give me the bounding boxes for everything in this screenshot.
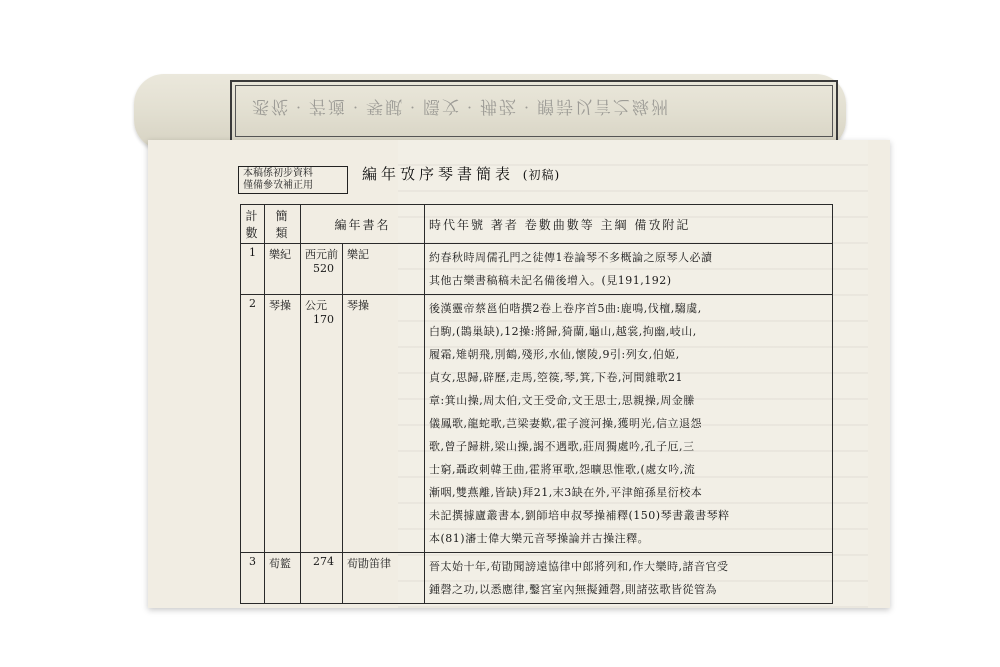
note-line: 本(81)瀋士偉大樂元音琴操論并古操注釋。 [429, 532, 650, 545]
row-year-num: 520 [313, 262, 334, 275]
page-title [362, 163, 560, 184]
row-title: 荀勖笛律 [343, 553, 425, 604]
row-count: 3 [241, 553, 265, 604]
row-notes [425, 244, 833, 295]
note-line: 履霜,雉朝飛,別鶴,殘形,水仙,懷陵,9引:列女,伯姬, [429, 348, 680, 361]
row-count: 2 [241, 295, 265, 553]
catalog-table [240, 204, 833, 604]
row-year-label: 公元 [305, 299, 327, 312]
note-line: 章:箕山操,周太伯,文王受命,文王思士,思親操,周金縢 [429, 394, 695, 407]
page-title-note: (初稿) [522, 168, 561, 182]
note-line: 晉太始十年,荀勖聞謗遠協律中郎將列和,作大樂時,諸音官受 [429, 560, 729, 573]
row-year [301, 295, 343, 553]
header-notes-group [425, 205, 833, 244]
note-line: 鍾磬之功,以悉應律,鑿宮室內無擬鍾磬,則諸弦歌皆從管為 [429, 583, 718, 596]
row-category: 荀籃 [265, 553, 301, 604]
note-line: 後漢靈帝蔡邕伯喈撰2卷上卷序首5曲:鹿鳴,伐檀,騶虞, [429, 302, 702, 315]
note-line: 儀鳳歌,龍蛇歌,芑梁妻歎,霍子渡河操,獲明光,信立退怨 [429, 417, 702, 430]
document-page [148, 140, 890, 608]
draft-notice-box [238, 166, 348, 194]
header-author: 著者 [490, 217, 519, 232]
row-count: 1 [241, 244, 265, 295]
note-line: 其他古樂書稿稿未記名備後增入。(見191,192) [429, 274, 672, 287]
header-count: 計數 [241, 205, 265, 244]
row-year [301, 244, 343, 295]
row-year-num: 170 [313, 313, 334, 326]
row-category: 琴操 [265, 295, 301, 553]
draft-notice-line-1: 本稿係初步資料 [243, 168, 313, 179]
header-category: 簡類 [265, 205, 301, 244]
note-line: 白駒,(鵲巢缺),12操:將歸,猗蘭,龜山,越裳,拘幽,岐山, [429, 325, 697, 338]
header-volumes: 卷數曲數等 [524, 217, 595, 232]
roll-ghost-text: 悉從‧若適‧琴賦‧隱文‧拂弦‧贈詩以言之綠洲 [252, 96, 670, 116]
page-title-text: 編年攷序琴書簡表 [362, 165, 515, 183]
note-line: 未記撰據廬叢書本,劉師培申叔琴操補釋(150)琴書叢書琴粹 [429, 509, 730, 522]
note-line: 貞女,思歸,辟歷,走馬,箜篌,琴,箕,下卷,河間雜歌21 [429, 371, 683, 384]
table-header-row [241, 205, 833, 244]
row-year-num: 274 [313, 555, 334, 568]
table-row [241, 295, 833, 553]
table-row [241, 244, 833, 295]
row-category: 樂紀 [265, 244, 301, 295]
row-year [301, 553, 343, 604]
header-year-title: 編年書名 [301, 205, 425, 244]
note-line: 歌,曾子歸耕,梁山操,謁不遇歌,莊周獨處吟,孔子厄,三 [429, 440, 695, 453]
rolled-top-sheet [134, 74, 846, 150]
header-notes: 主綱 備攷附記 [600, 217, 691, 232]
header-era: 時代年號 [429, 217, 486, 232]
row-notes [425, 295, 833, 553]
note-line: 士窮,聶政刺韓王曲,霍將軍歌,怨曠思惟歌,(處女吟,流 [429, 463, 696, 476]
note-line: 約春秋時周儒孔門之徒傳1卷論琴不多概論之原琴人必讀 [429, 251, 713, 264]
roll-frame [230, 80, 838, 142]
note-line: 漸咽,雙燕離,皆缺)拜21,末3缺在外,平津館孫星衍校本 [429, 486, 703, 499]
row-notes [425, 553, 833, 604]
table-row [241, 553, 833, 604]
row-year-label: 西元前 [305, 248, 338, 261]
row-title: 樂記 [343, 244, 425, 295]
draft-notice-line-2: 僅備參攷補正用 [243, 180, 313, 191]
row-title: 琴操 [343, 295, 425, 553]
